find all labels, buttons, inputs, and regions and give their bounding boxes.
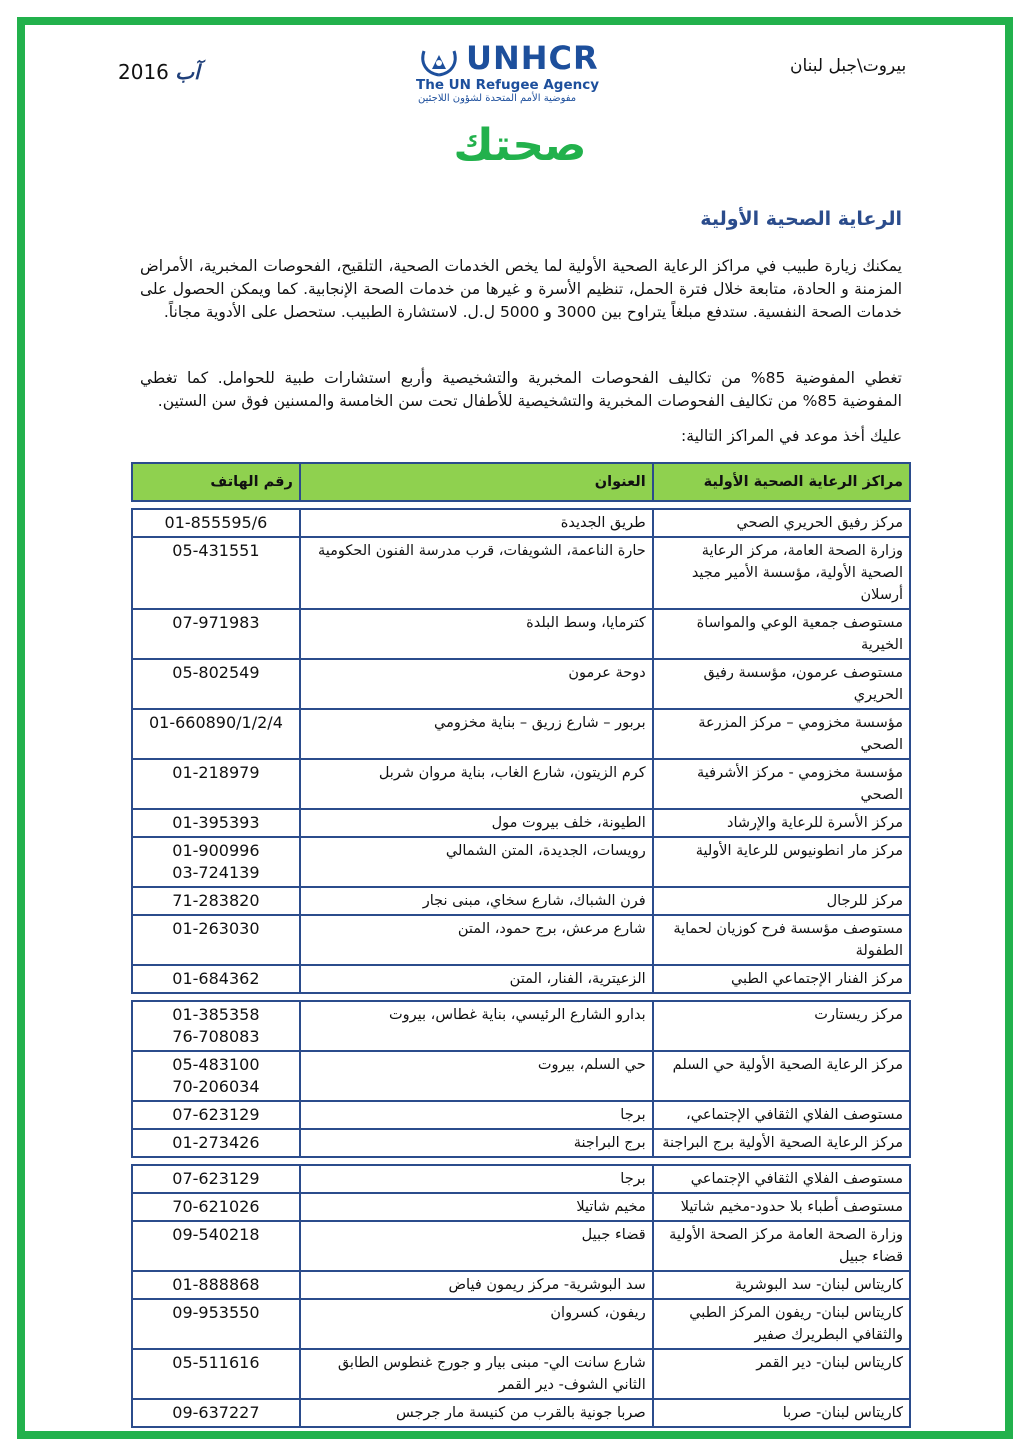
brand-name: UNHCR (466, 39, 599, 77)
coverage-paragraph: تغطي المفوضية 85% من تكاليف الفحوصات المخبرية والتشخيصية وأربع استشارات طبية للحوامل. كما تغطي المفوضية 85% من تكاليف الفحوصات المخبرية والتشخيصية للأطفال تحت سن الخامسة والمسنين فوق سن الستين. (140, 369, 902, 410)
table-row (132, 1193, 910, 1221)
phone-cell: 05-802549 (132, 659, 300, 709)
address-cell: برجا (300, 1165, 653, 1193)
laurel-emblem-icon (416, 45, 462, 81)
center-name-cell: كاريتاس لبنان- ريفون المركز الطبي والثقافي البطريرك صفير (653, 1299, 910, 1349)
address-cell: فرن الشباك، شارع سخاي، مبنى نجار (300, 887, 653, 915)
address-cell: حي السلم، بيروت (300, 1051, 653, 1101)
phone-cell: 71-283820 (132, 887, 300, 915)
intro-paragraph: يمكنك زيارة طبيب في مراكز الرعاية الصحية الأولية لما يخص الخدمات الصحية، التلقيح، الفحوصات المخبرية، الأمراض المزمنة و الحادة، متابعة خلال فترة الحمل، تنظيم الأسرة و غيرها من خدمات الصحة الإنجابية. كما ويمكن الحصول على خدمات الصحة النفسية. ستدفع مبلغاً يتراوح بين 3000 و 5000 ل.ل. لاستشارة الطبيب. ستحصل على الأدوية مجاناً. (140, 257, 902, 321)
table-row (132, 887, 910, 915)
table-row (132, 1299, 910, 1349)
table-row (132, 609, 910, 659)
table-spacer (132, 993, 910, 1001)
table-row (132, 1399, 910, 1427)
center-name-cell: مركز رفيق الحريري الصحي (653, 509, 910, 537)
phone-cell: 01-273426 (132, 1129, 300, 1157)
table-row (132, 837, 910, 887)
table-row (132, 1165, 910, 1193)
center-name-cell: مستوصف أطباء بلا حدود-مخيم شاتيلا (653, 1193, 910, 1221)
phone-cell: 07-971983 (132, 609, 300, 659)
location-header: بيروت\جبل لبنان (790, 56, 907, 76)
spacer-cell (300, 501, 653, 509)
center-name-cell: مؤسسة مخزومي - مركز الأشرفية الصحي (653, 759, 910, 809)
spacer-cell (132, 993, 300, 1001)
center-name-cell: كاريتاس لبنان- سد البوشرية (653, 1271, 910, 1299)
phone-cell: 01-684362 (132, 965, 300, 993)
table-row (132, 1101, 910, 1129)
address-cell: بربور – شارع زريق – بناية مخزومي (300, 709, 653, 759)
phone-cell: 01-385358 76-708083 (132, 1001, 300, 1051)
address-cell: سد البوشرية- مركز ريمون فياض (300, 1271, 653, 1299)
header-phone: رقم الهاتف (132, 463, 300, 501)
spacer-cell (132, 501, 300, 509)
spacer-cell (300, 993, 653, 1001)
table-row (132, 1271, 910, 1299)
table-row (132, 965, 910, 993)
phone-cell: 01-263030 (132, 915, 300, 965)
center-name-cell: مستوصف مؤسسة فرح كوزيان لحماية الطفولة (653, 915, 910, 965)
center-name-cell: مؤسسة مخزومي – مركز المزرعة الصحي (653, 709, 910, 759)
phone-cell: 01-395393 (132, 809, 300, 837)
table-row (132, 509, 910, 537)
address-cell: شارع سانت الي- مبنى بيار و جورج غنطوس الطابق الثاني الشوف- دير القمر (300, 1349, 653, 1399)
table-body (132, 501, 910, 1427)
phone-cell: 70-621026 (132, 1193, 300, 1221)
month: آب (175, 60, 200, 84)
address-cell: حارة الناعمة، الشويفات، قرب مدرسة الفنون الحكومية (300, 537, 653, 609)
header-center: مراكز الرعاية الصحية الأولية (653, 463, 910, 501)
table-row (132, 1001, 910, 1051)
year: 2016 (118, 60, 169, 84)
table-spacer (132, 1157, 910, 1165)
table-row (132, 537, 910, 609)
center-name-cell: مركز الأسرة للرعاية والإرشاد (653, 809, 910, 837)
table-row (132, 759, 910, 809)
center-name-cell: كاريتاس لبنان- صربا (653, 1399, 910, 1427)
address-cell: كرم الزيتون، شارع الغاب، بناية مروان شربل (300, 759, 653, 809)
table-row (132, 1221, 910, 1271)
center-name-cell: كاريتاس لبنان- دير القمر (653, 1349, 910, 1399)
phone-cell: 01-888868 (132, 1271, 300, 1299)
brand-tagline-ar: مفوضية الأمم المتحدة لشؤون اللاجئين (418, 93, 577, 104)
center-name-cell: مركز الرعاية الصحية الأولية برج البراجنة (653, 1129, 910, 1157)
appointment-note: عليك أخذ موعد في المراكز التالية: (681, 427, 902, 445)
phone-cell: 05-483100 70-206034 (132, 1051, 300, 1101)
address-cell: برج البراجنة (300, 1129, 653, 1157)
spacer-cell (653, 501, 910, 509)
phone-cell: 09-637227 (132, 1399, 300, 1427)
center-name-cell: مستوصف جمعية الوعي والمواساة الخيرية (653, 609, 910, 659)
table-row (132, 915, 910, 965)
address-cell: ريفون، كسروان (300, 1299, 653, 1349)
center-name-cell: مركز للرجال (653, 887, 910, 915)
section-title: الرعاية الصحية الأولية (700, 208, 902, 230)
center-name-cell: وزارة الصحة العامة، مركز الرعاية الصحية الأولية، مؤسسة الأمير مجيد أرسلان (653, 537, 910, 609)
unhcr-logo (416, 39, 630, 105)
address-cell: برجا (300, 1101, 653, 1129)
address-cell: طريق الجديدة (300, 509, 653, 537)
phone-cell: 09-953550 (132, 1299, 300, 1349)
center-name-cell: وزارة الصحة العامة مركز الصحة الأولية قضاء جبيل (653, 1221, 910, 1271)
table-row (132, 809, 910, 837)
address-cell: الزعيترية، الفنار، المتن (300, 965, 653, 993)
address-cell: الطيونة، خلف بيروت مول (300, 809, 653, 837)
phone-cell: 01-218979 (132, 759, 300, 809)
address-cell: صربا جونية بالقرب من كنيسة مار جرجس (300, 1399, 653, 1427)
spacer-cell (653, 993, 910, 1001)
phone-cell: 01-660890/1/2/4 (132, 709, 300, 759)
center-name-cell: مستوصف عرمون، مؤسسة رفيق الحريري (653, 659, 910, 709)
table-row (132, 1051, 910, 1101)
spacer-cell (132, 1157, 300, 1165)
phone-cell: 09-540218 (132, 1221, 300, 1271)
phone-cell: 01-900996 03-724139 (132, 837, 300, 887)
spacer-cell (300, 1157, 653, 1165)
address-cell: دوحة عرمون (300, 659, 653, 709)
page-title: صحتك (453, 120, 587, 171)
table-row (132, 1349, 910, 1399)
table-spacer (132, 501, 910, 509)
table-header-row (132, 463, 910, 501)
spacer-cell (653, 1157, 910, 1165)
health-centers-table (131, 462, 911, 1428)
center-name-cell: مستوصف الفلاي الثقافي الإجتماعي (653, 1165, 910, 1193)
table-row (132, 659, 910, 709)
phone-cell: 05-511616 (132, 1349, 300, 1399)
center-name-cell: مركز مار انطونيوس للرعاية الأولية (653, 837, 910, 887)
table-row (132, 709, 910, 759)
center-name-cell: مستوصف الفلاي الثقافي الإجتماعي، (653, 1101, 910, 1129)
center-name-cell: مركز الرعاية الصحية الأولية حي السلم (653, 1051, 910, 1101)
address-cell: قضاء جبيل (300, 1221, 653, 1271)
address-cell: رويسات، الجديدة، المتن الشمالي (300, 837, 653, 887)
phone-cell: 05-431551 (132, 537, 300, 609)
center-name-cell: مركز ريستارت (653, 1001, 910, 1051)
table-row (132, 1129, 910, 1157)
phone-cell: 01-855595/6 (132, 509, 300, 537)
phone-cell: 07-623129 (132, 1165, 300, 1193)
header-address: العنوان (300, 463, 653, 501)
brand-tagline-en: The UN Refugee Agency (416, 77, 600, 93)
address-cell: كترمايا، وسط البلدة (300, 609, 653, 659)
phone-cell: 07-623129 (132, 1101, 300, 1129)
address-cell: شارع مرعش، برج حمود، المتن (300, 915, 653, 965)
address-cell: مخيم شاتيلا (300, 1193, 653, 1221)
center-name-cell: مركز الفنار الإجتماعي الطبي (653, 965, 910, 993)
address-cell: بدارو الشارع الرئيسي، بناية غطاس، بيروت (300, 1001, 653, 1051)
date-header (118, 60, 200, 84)
